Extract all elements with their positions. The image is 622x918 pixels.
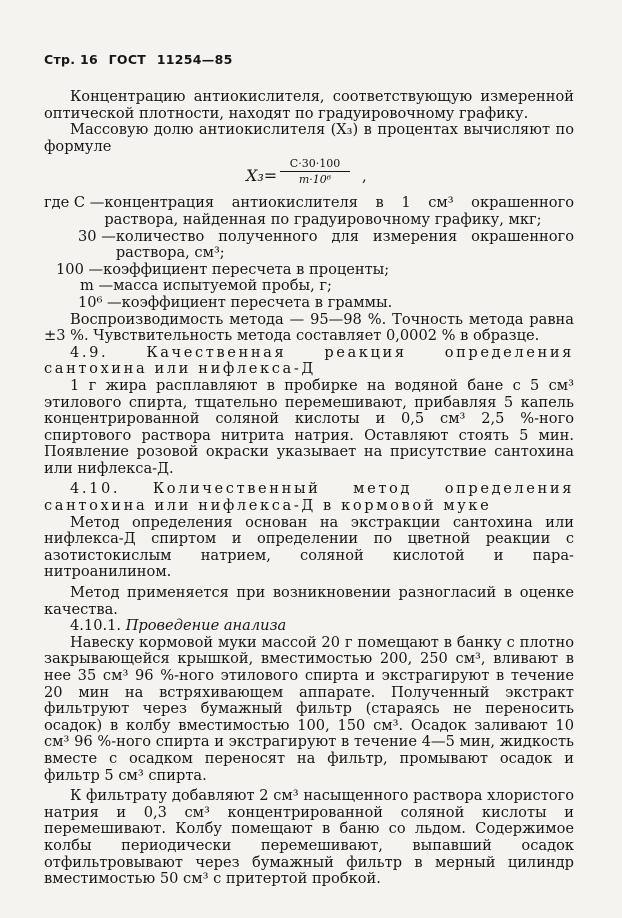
definition-desc: количество полученного для измерения окрашенного раствора, см³; [115,227,574,262]
definitions-list [44,195,574,311]
formula-lhs: X₃= [246,166,278,186]
definition-desc: концентрация антиокислителя в 1 см³ окрашенного раствора, найденная по градуировочному графику, мкг; [104,194,574,228]
page-header [44,52,574,67]
section-4-9-title: 4.9. Качественная реакция определения сантохина или нифлекса-Д [44,343,574,378]
formula-fraction [280,157,350,186]
paragraph-concentration: Концентрацию антиокислителя, соответствующую измеренной оптической плотности, находят по градуировочному графику. [44,88,574,122]
formula-numerator: C·30·100 [280,157,350,172]
section-4-9-body: 1 г жира расплавляют в пробирке на водяной бане с 5 см³ этилового спирта, тщательно перемешивают, прибавляя 5 капель концентрированной соляной кислоты и 0,5 см³ 2,5 %-ного спиртового раствора нитрита натрия. Оставляют стоять 5 мин. Появление розовой окраски указывает на присутствие сантохина или нифлекса-Д. [44,376,574,477]
definition-m [44,278,574,295]
definition-desc: коэффициент пересчета в граммы. [121,293,393,311]
definition-term: m — [80,277,114,295]
section-4-10-1-heading [44,618,574,635]
definition-c [44,195,574,228]
section-4-10-1-body-2: К фильтрату добавляют 2 см³ насыщенного раствора хлористого натрия и 0,3 см³ концентрированной соляной кислоты и перемешивают. Колбу помещают в баню со льдом. Содержимое колбы периодически перемешивают, выпавший осадок отфильтровывают через бумажный фильтр в мерный цилиндр вместимостью 50 см³ с притертой пробкой. [44,787,574,888]
formula [44,155,574,193]
definition-100 [44,262,574,279]
section-4-10-body-2: Метод применяется при возникновении разногласий в оценке качества. [44,584,574,618]
formula-comma: , [362,168,367,186]
definition-10-6 [44,295,574,312]
document-page [44,52,574,888]
standard-label: ГОСТ [108,52,147,67]
standard-number: 11254—85 [156,52,233,67]
section-4-10-title: 4.10. Количественный метод определения сантохина или нифлекса-Д в кормовой муке [44,480,574,515]
definition-desc: коэффициент пересчета в проценты; [103,260,390,278]
definition-term: 30 — [78,227,116,245]
definition-term: 100 — [56,260,104,278]
definition-30 [44,229,574,262]
paragraph-mass-fraction: Массовую долю антиокислителя (X₃) в процентах вычисляют по формуле [44,121,574,155]
page-number: Стр. 16 [44,52,98,67]
definition-term: где C — [44,194,105,212]
formula-denominator: m·10⁶ [298,173,332,187]
paragraph-reproducibility: Воспроизводимость метода — 95—98 %. Точность метода равна ±3 %. Чувствительность метода составляет 0,0002 % в образце. [44,310,574,345]
section-4-10-1-number: 4.10.1. [70,617,126,635]
section-4-10-1-body-1: Навеску кормовой муки массой 20 г помещают в банку с плотно закрывающейся крышкой, вместимостью 200, 250 см³, вливают в нее 35 см³ 96 %-ного этилового спирта и экстрагируют в течение 20 мин на встряхивающем аппарате. Полученный экстракт фильтруют через бумажный фильтр (стараясь не переносить осадок) в колбу вместимостью 100, 150 см³. Осадок заливают 10 см³ 96 %-ного спирта и экстрагируют в течение 4—5 мин, жидкость вместе с осадком переносят на фильтр, промывают осадок и фильтр 5 см³ спирта. [44,633,574,784]
definition-term: 10⁶ — [78,293,122,311]
section-4-10-1-title: Проведение анализа [125,617,287,635]
section-4-10-body-1: Метод определения основан на экстракции сантохина или нифлекса-Д спиртом и определении по цветной реакции с азотистокислым натрием, соляной кислотой и пара-нитроанилином. [44,513,574,581]
definition-desc: масса испытуемой пробы, г; [113,277,332,295]
